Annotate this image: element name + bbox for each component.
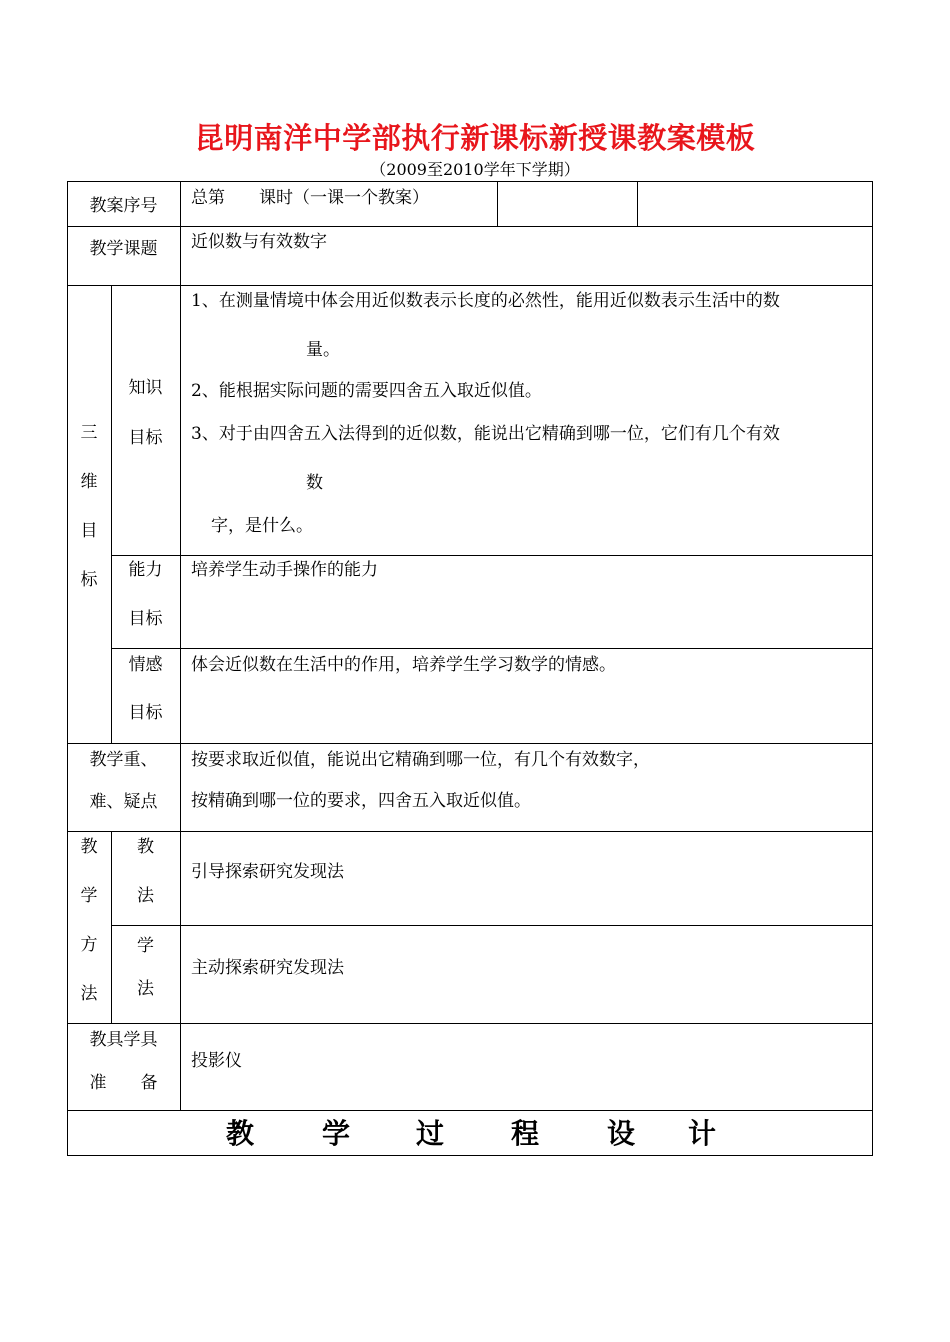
rule <box>111 925 873 926</box>
ability-goal-label: 目标 <box>128 609 163 629</box>
process-heading-char: 设 <box>607 1117 636 1150</box>
rule <box>67 181 873 182</box>
process-heading-char: 学 <box>322 1117 351 1150</box>
emotion-goal-text: 体会近似数在生活中的作用，培养学生学习数学的情感。 <box>191 655 616 675</box>
process-heading-char: 过 <box>416 1117 445 1150</box>
emotion-goal-label: 情感 <box>128 655 163 675</box>
knowledge-goal-item: 3、对于由四舍五入法得到的近似数，能说出它精确到哪一位，它们有几个有效 <box>191 424 780 444</box>
rule <box>111 555 873 556</box>
process-heading-char: 计 <box>688 1117 717 1150</box>
ability-goal-label: 能力 <box>128 560 163 580</box>
tools-text: 投影仪 <box>191 1051 242 1071</box>
rule <box>67 831 873 832</box>
key-points-line: 按要求取近似值，能说出它精确到哪一位，有几个有效数字， <box>191 750 650 770</box>
document-title: 昆明南洋中学部执行新课标新授课教案模板 <box>194 121 756 155</box>
learning-method-label: 学 <box>137 936 154 956</box>
ability-goal-text: 培养学生动手操作的能力 <box>191 560 378 580</box>
knowledge-goal-item: 字，是什么。 <box>211 516 313 536</box>
key-points-label: 难、疑点 <box>89 792 158 812</box>
key-points-label: 教学重、 <box>89 750 158 770</box>
methods-label-char: 方 <box>80 935 98 955</box>
methods-label-char: 教 <box>80 837 98 857</box>
goals-label-char: 标 <box>80 570 98 590</box>
teaching-method-label: 教 <box>137 837 154 857</box>
lesson-topic-value: 近似数与有效数字 <box>191 232 327 252</box>
document-subtitle: （2009至2010学年下学期） <box>370 160 580 179</box>
rule <box>67 1023 873 1024</box>
rule <box>67 1110 873 1111</box>
goals-label-char: 目 <box>80 521 98 541</box>
knowledge-goal-item: 1、在测量情境中体会用近似数表示长度的必然性，能用近似数表示生活中的数 <box>191 291 780 311</box>
key-points-line: 按精确到哪一位的要求，四舍五入取近似值。 <box>191 791 531 811</box>
process-heading-char: 程 <box>511 1117 540 1150</box>
rule <box>111 648 873 649</box>
teaching-method-label: 法 <box>137 886 154 906</box>
knowledge-goal-item: 2、能根据实际问题的需要四舍五入取近似值。 <box>191 381 542 401</box>
lesson-plan-table <box>67 181 873 1156</box>
teaching-method-text: 引导探索研究发现法 <box>191 862 344 882</box>
knowledge-goal-item: 量。 <box>306 340 340 360</box>
tools-label: 教具学具 <box>89 1030 158 1050</box>
lesson-number-value: 总第 课时（一课一个教案） <box>191 188 429 208</box>
rule <box>67 743 873 744</box>
lesson-number-label: 教案序号 <box>89 196 158 216</box>
rule <box>637 181 638 226</box>
rule <box>67 181 68 1156</box>
knowledge-goal-item: 数 <box>306 473 323 493</box>
goals-label-char: 维 <box>80 472 98 492</box>
methods-label-char: 学 <box>80 886 98 906</box>
rule <box>67 226 873 227</box>
lesson-topic-label: 教学课题 <box>89 239 158 259</box>
learning-method-text: 主动探索研究发现法 <box>191 958 344 978</box>
methods-label-char: 法 <box>80 984 98 1004</box>
rule <box>67 1155 873 1156</box>
goals-label-char: 三 <box>80 423 98 443</box>
rule <box>67 285 873 286</box>
rule <box>872 181 873 1156</box>
emotion-goal-label: 目标 <box>128 703 163 723</box>
rule <box>497 181 498 226</box>
rule <box>180 181 181 1111</box>
tools-label: 准 备 <box>89 1073 158 1093</box>
learning-method-label: 法 <box>137 979 154 999</box>
knowledge-goal-label: 知识 <box>128 378 163 398</box>
knowledge-goal-label: 目标 <box>128 428 163 448</box>
process-heading-char: 教 <box>226 1117 255 1150</box>
